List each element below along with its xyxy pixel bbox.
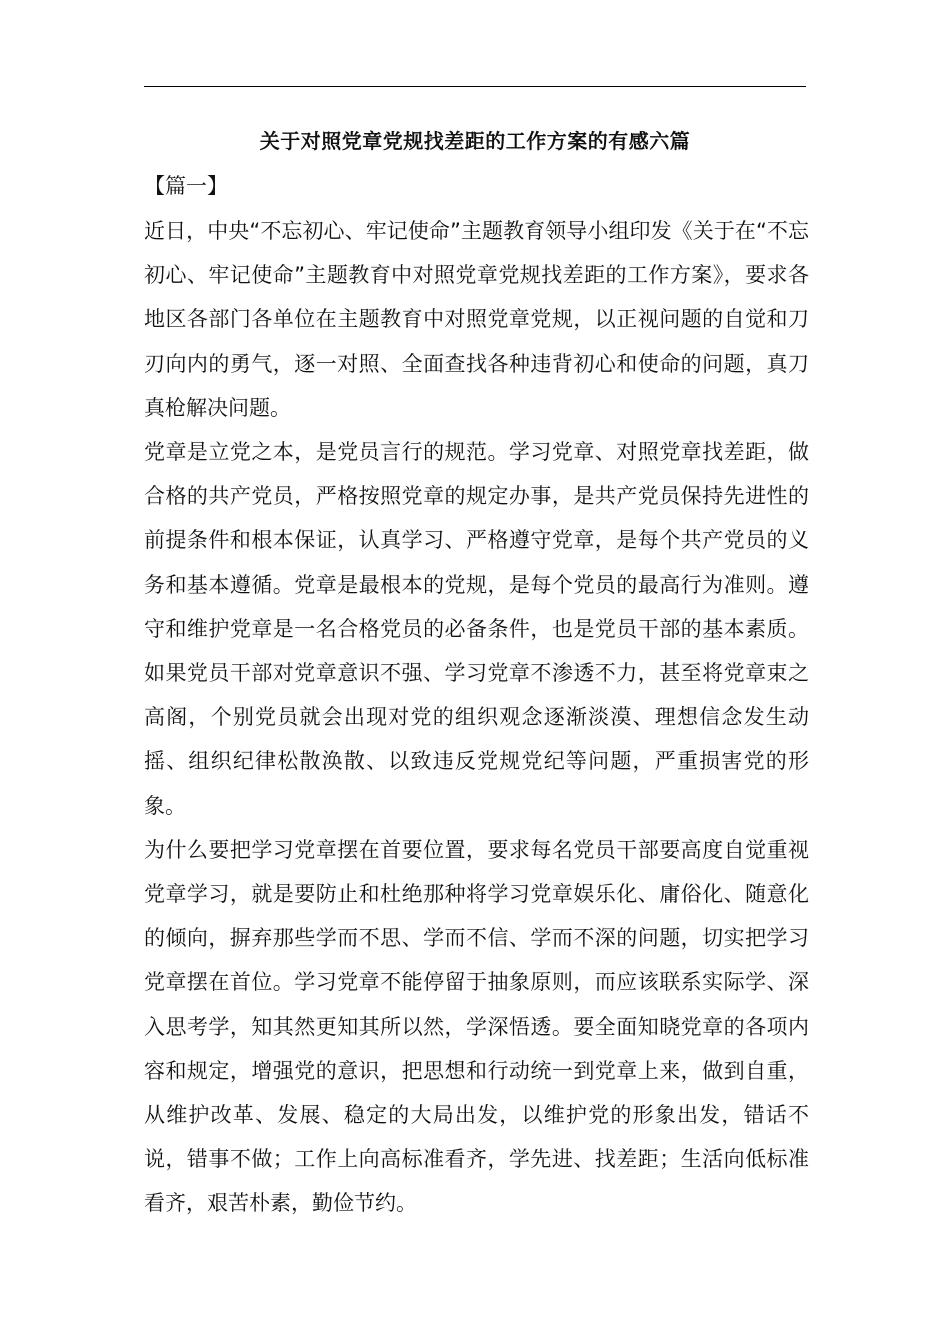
paragraph: 为什么要把学习党章摆在首要位置，要求每名党员干部要高度自觉重视党章学习，就是要防止和杜绝那种将学习党章娱乐化、庸俗化、随意化的倾向，摒弃那些学而不思、学而不信、学而不深的问题，切实把学习党章摆在首位。学习党章不能停留于抽象原则，而应该联系实际学、深入思考学，知其然更知其所以然，学深悟透。要全面知晓党章的各项内容和规定，增强党的意识，把思想和行动统一到党章上来，做到自重，从维护改革、发展、稳定的大局出发，以维护党的形象出发，错话不说，错事不做；工作上向高标准看齐，学先进、找差距；生活向低标准看齐，艰苦朴素，勤俭节约。: [144, 837, 809, 1216]
section-heading: 【篇一】: [144, 174, 228, 198]
paragraph: 党章是立党之本，是党员言行的规范。学习党章、对照党章找差距，做合格的共产党员，严格按照党章的规定办事，是共产党员保持先进性的前提条件和根本保证，认真学习、严格遵守党章，是每个共产党员的义务和基本遵循。党章是最根本的党规，是每个党员的最高行为准则。遵守和维护党章是一名合格党员的必备条件，也是党员干部的基本素质。如果党员干部对党章意识不强、学习党章不渗透不力，甚至将党章束之高阁，个别党员就会出现对党的组织观念逐渐淡漠、理想信念发生动摇、组织纪律松散涣散、以致违反党规党纪等问题，严重损害党的形象。: [144, 440, 809, 818]
header-rule: [144, 86, 806, 87]
document-body: [144, 209, 809, 1226]
document-title: 关于对照党章党规找差距的工作方案的有感六篇: [259, 129, 691, 153]
paragraph: 近日，中央“不忘初心、牢记使命”主题教育领导小组印发《关于在“不忘初心、牢记使命”主题教育中对照党章党规找差距的工作方案》，要求各地区各部门各单位在主题教育中对照党章党规，以正视问题的自觉和刀刃向内的勇气，逐一对照、全面查找各种违背初心和使命的问题，真刀真枪解决问题。: [144, 219, 809, 420]
